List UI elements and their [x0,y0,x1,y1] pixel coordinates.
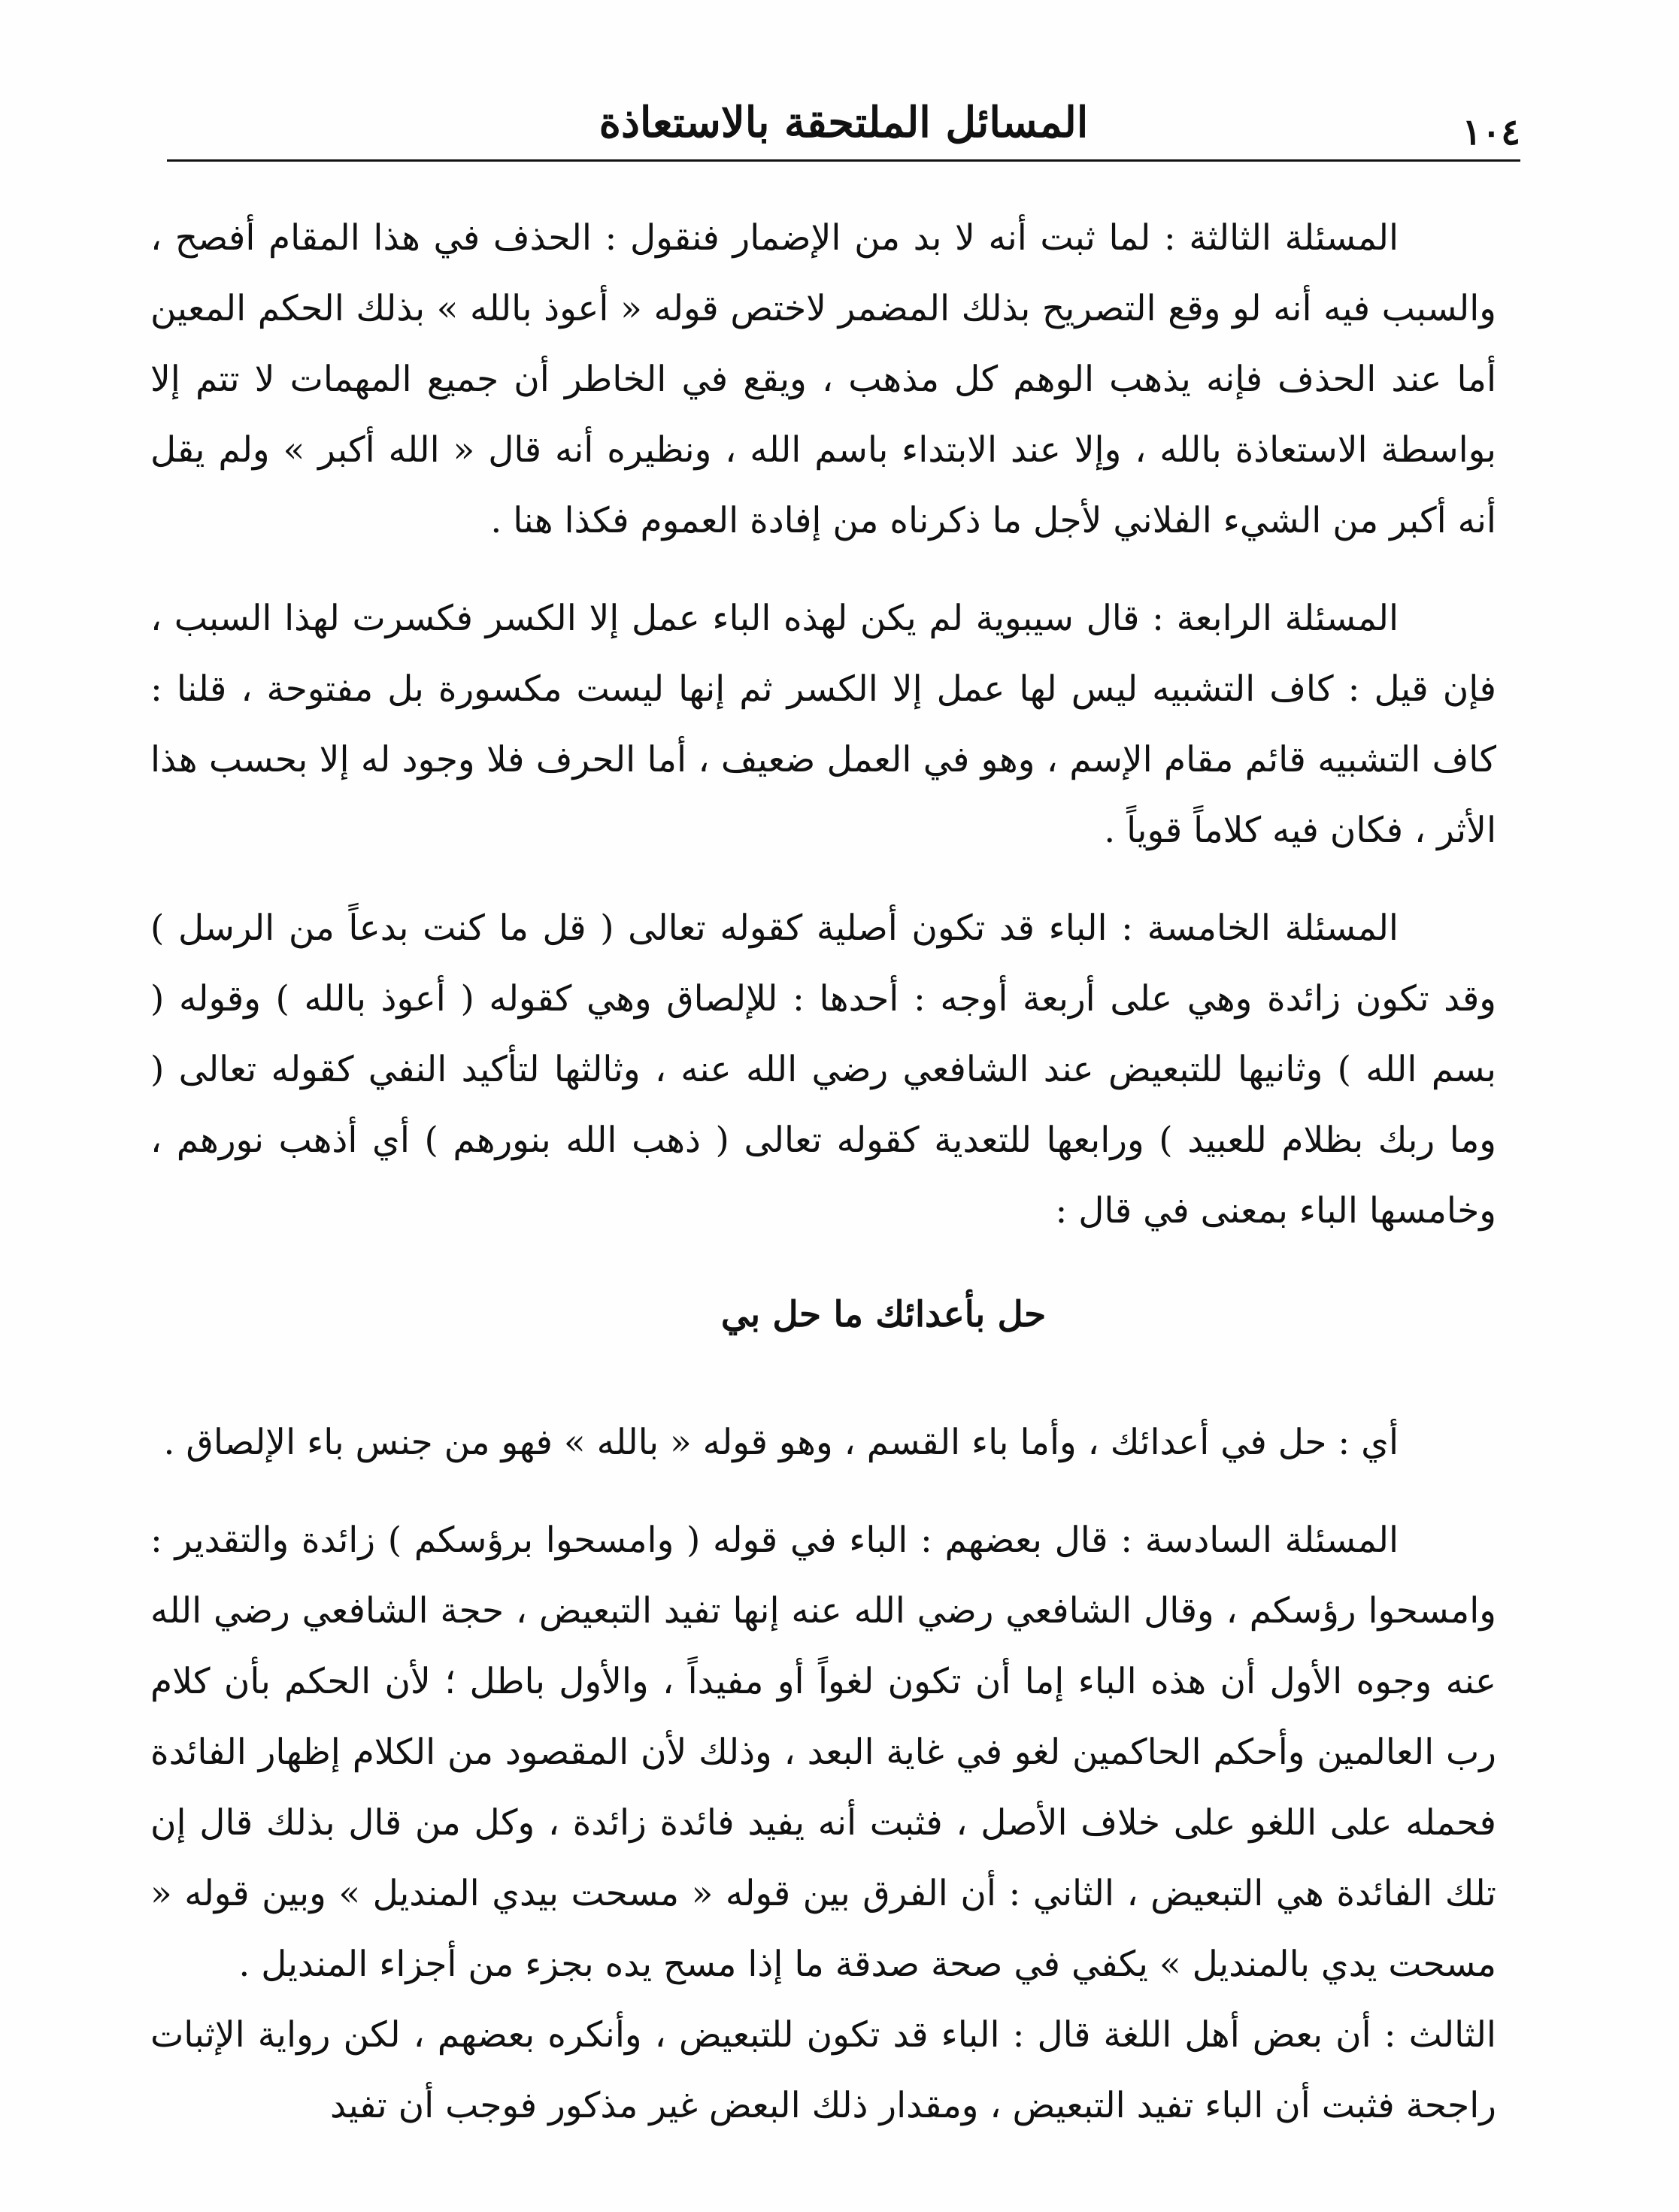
page-number: ١٠٤ [1462,111,1520,153]
paragraph-issue-five: المسئلة الخامسة : الباء قد تكون أصلية كقوله تعالى ( قل ما كنت بدعاً من الرسل ) وقد تكون زائدة وهي على أربعة أوجه : أحدها : للإلصاق وهي كقوله ( أعوذ بالله ) وقوله ( بسم الله ) وثانيها للتبعيض عند الشافعي رضي الله عنه ، وثالثها لتأكيد النفي كقوله تعالى ( وما ربك بظلام للعبيد ) ورابعها للتعدية كقوله تعالى ( ذهب الله بنورهم ) أي أذهب نورهم ، وخامسها الباء بمعنى في قال : [150,908,1496,1232]
paragraph-issue-four: المسئلة الرابعة : قال سيبوية لم يكن لهذه الباء عمل إلا الكسر فكسرت لهذا السبب ، فإن قيل : كاف التشبيه ليس لها عمل إلا الكسر ثم إنها ليست مكسورة بل مفتوحة ، قلنا : كاف التشبيه قائم مقام الإسم ، وهو في العمل ضعيف ، أما الحرف فلا وجود له إلا بحسب هذا الأثر ، فكان فيه كلاماً قوياً . [150,598,1496,851]
paragraph-verse-explanation: أي : حل في أعدائك ، وأما باء القسم ، وهو قوله « بالله » فهو من جنس باء الإلصاق . [163,1422,1399,1463]
chapter-title: المسائل الملتحقة بالاستعاذة [599,98,1089,147]
body-text [150,203,1496,2141]
paragraph-issue-three: المسئلة الثالثة : لما ثبت أنه لا بد من الإضمار فنقول : الحذف في هذا المقام أفصح ، والسبب فيه أنه لو وقع التصريح بذلك المضمر لاختص قوله « أعوذ بالله » بذلك الحكم المعين أما عند الحذف فإنه يذهب الوهم كل مذهب ، ويقع في الخاطر أن جميع المهمات لا تتم إلا بواسطة الاستعاذة بالله ، وإلا عند الابتداء باسم الله ، ونظيره أنه قال « الله أكبر » ولم يقل أنه أكبر من الشيء الفلاني لأجل ما ذكرناه من إفادة العموم فكذا هنا . [150,217,1496,541]
poetry-verse: حل بأعدائك ما حل بي [720,1294,1047,1335]
paragraph-issue-six: المسئلة السادسة : قال بعضهم : الباء في قوله ( وامسحوا برؤسكم ) زائدة والتقدير : وامسحوا رؤسكم ، وقال الشافعي رضي الله عنه إنها تفيد التبعيض ، حجة الشافعي رضي الله عنه وجوه الأول أن هذه الباء إما أن تكون لغواً أو مفيداً ، والأول باطل ؛ لأن الحكم بأن كلام رب العالمين وأحكم الحاكمين لغو في غاية البعد ، وذلك لأن المقصود من الكلام إظهار الفائدة فحمله على اللغو على خلاف الأصل ، فثبت أنه يفيد فائدة زائدة ، وكل من قال بذلك قال إن تلك الفائدة هي التبعيض ، الثاني : أن الفرق بين قوله « مسحت بيدي المنديل » وبين قوله « مسحت يدي بالمنديل » يكفي في صحة صدقة ما إذا مسح يده بجزء من أجزاء المنديل . [150,1520,1496,1985]
running-head [167,90,1520,158]
header-divider [167,159,1520,162]
paragraph-third-argument: الثالث : أن بعض أهل اللغة قال : الباء قد تكون للتبعيض ، وأنكره بعضهم ، لكن رواية الإثبات راجحة فثبت أن الباء تفيد التبعيض ، ومقدار ذلك البعض غير مذكور فوجب أن تفيد [150,2014,1496,2126]
